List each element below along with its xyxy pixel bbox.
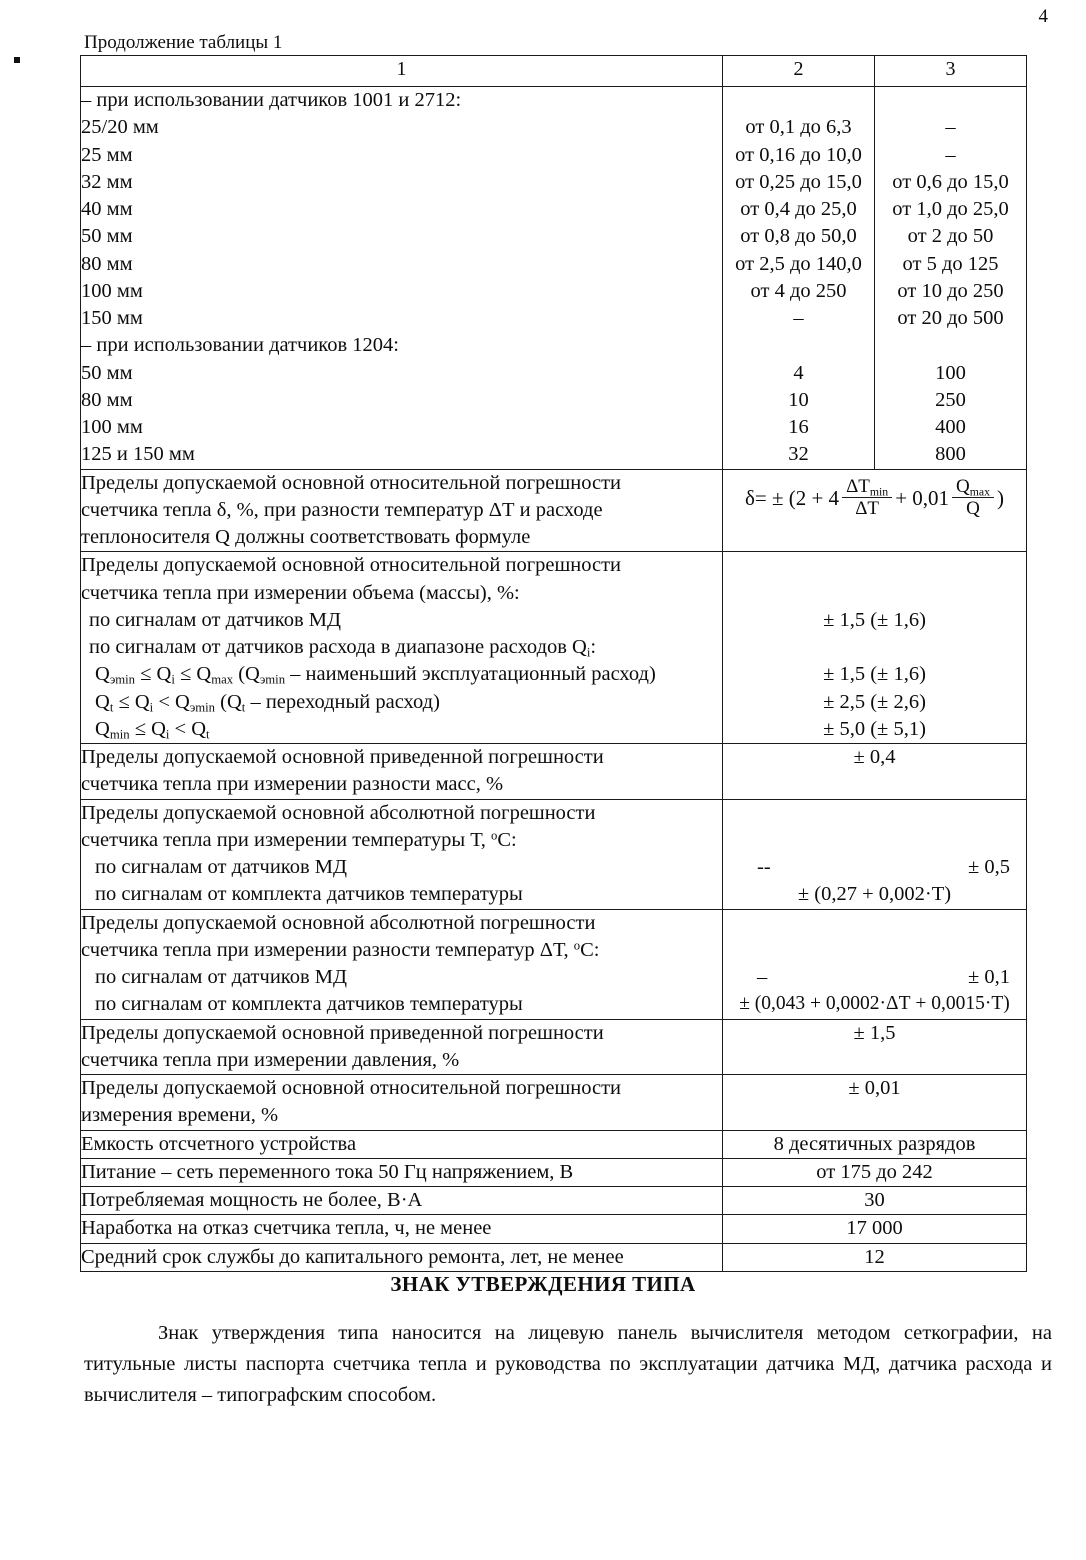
row-value: от 175 до 242 [723, 1158, 1027, 1186]
table-row-time-error [81, 1075, 1027, 1131]
table-header-row [81, 56, 1027, 87]
sensor-size-value3-line: от 2 до 50 [907, 225, 994, 248]
sensor-size-label-line: – при использовании датчиков 1001 и 2712: [81, 89, 462, 111]
sensor-size-value3-line: – [945, 143, 956, 166]
column-header-3: 3 [875, 56, 1027, 87]
temperature-kit-value: ± (0,27 + 0,002·Т) [797, 883, 952, 906]
temperature-md-right: ± 0,5 [967, 856, 1010, 878]
pressure-label-line: Пределы допускаемой основной приведенной погрешности [81, 1021, 604, 1044]
temp-diff-label-line: по сигналам от комплекта датчиков температуры [95, 993, 523, 1016]
time-row-label [81, 1075, 723, 1131]
table-row [81, 1158, 1027, 1186]
sensor-size-value2-line: 16 [788, 416, 809, 438]
table-row [81, 1215, 1027, 1243]
column-header-2: 2 [723, 56, 875, 87]
formula-label-line: Пределы допускаемой основной относительной погрешности [81, 471, 621, 494]
sensor-size-value2-line: от 4 до 250 [750, 279, 847, 302]
sensor-size-value3-line: 400 [935, 416, 966, 438]
row-value: 17 000 [723, 1215, 1027, 1243]
volume-label-line: $Q_{min} \le Q_i < Q_t$ [95, 717, 210, 742]
sensor-size-label-line: 80 мм [81, 388, 133, 411]
page-number: 4 [1038, 6, 1048, 27]
table-row-volume-error [81, 552, 1027, 744]
volume-label-line: по сигналам от датчиков расхода в диапазоне расходов $Q_i$: [89, 636, 597, 660]
formula-frac2-num-sub: max [969, 484, 991, 498]
volume-value-line: ± 5,0 (± 5,1) [823, 717, 926, 740]
table-row [81, 1187, 1027, 1215]
volume-label-line: по сигналам от датчиков МД [89, 608, 341, 631]
volume-row-value [723, 552, 1027, 744]
temperature-label-line: по сигналам от комплекта датчиков температуры [95, 883, 523, 906]
row-value: 12 [723, 1243, 1027, 1271]
formula-tail: ) [997, 485, 1005, 510]
sensor-size-label-line: 125 и 150 мм [81, 443, 195, 466]
sensor-size-value2-line: от 0,16 до 10,0 [735, 143, 862, 166]
margin-mark [14, 57, 20, 63]
sensor-size-value3-line: от 10 до 250 [897, 279, 1004, 302]
volume-label-line: Пределы допускаемой основной относительной погрешности [81, 554, 621, 577]
temp-diff-label-line: Пределы допускаемой основной абсолютной погрешности [81, 911, 596, 934]
sensor-size-value3-line: – [945, 116, 956, 139]
formula-fraction-delta-t [842, 477, 892, 518]
sensor-size-value2-line: – [793, 307, 804, 329]
pressure-label-line: счетчика тепла при измерении давления, % [81, 1048, 460, 1071]
formula-row-value [723, 469, 1027, 552]
pressure-row-value: ± 1,5 [723, 1019, 1027, 1075]
sensor-size-label-line: – при использовании датчиков 1204: [81, 334, 399, 357]
table-row-temperature-difference-error [81, 909, 1027, 1019]
sensor-size-value2-line: 32 [788, 443, 809, 466]
time-label-line: Пределы допускаемой основной относительной погрешности [81, 1077, 621, 1099]
temp-diff-kit-value: ± (0,043 + 0,0002·ΔТ + 0,0015·Т) [739, 993, 1010, 1015]
time-row-value: ± 0,01 [723, 1075, 1027, 1131]
sensor-size-value3-line: от 5 до 125 [902, 252, 999, 275]
temperature-row-value [723, 799, 1027, 909]
row-label: Средний срок службы до капитального ремонта, лет, не менее [81, 1243, 723, 1271]
sensor-size-label-line: 25 мм [81, 143, 133, 166]
row-value: 8 десятичных разрядов [723, 1130, 1027, 1158]
specifications-table [80, 55, 1027, 1272]
pressure-row-label [81, 1019, 723, 1075]
temp-diff-label-line: счетчика тепла при измерении разности температур ΔТ, $^o$С: [81, 938, 600, 961]
temperature-label-line: Пределы допускаемой основной абсолютной погрешности [81, 801, 596, 824]
formula-mid: + 0,01 [895, 485, 950, 510]
sensor-size-value2-line: от 0,4 до 25,0 [740, 198, 857, 220]
table-row-relative-error-formula [81, 469, 1027, 552]
sensor-size-label-line: 150 мм [81, 307, 143, 329]
sensor-size-value3-line: 800 [935, 443, 966, 466]
volume-row-label [81, 552, 723, 744]
volume-label-line: счетчика тепла при измерении объема (массы), %: [81, 581, 520, 604]
mass-diff-row-label [81, 744, 723, 800]
table-row [81, 1130, 1027, 1158]
sensor-sizes-col2 [723, 87, 875, 470]
sensor-size-label-line: 40 мм [81, 198, 133, 220]
sensor-size-value3-line: от 0,6 до 15,0 [892, 170, 1009, 193]
sensor-size-label-line: 100 мм [81, 279, 143, 302]
temp-diff-md-left: – [757, 966, 768, 988]
volume-value-line: ± 1,5 (± 1,6) [823, 663, 926, 686]
section-title: ЗНАК УТВЕРЖДЕНИЯ ТИПА [390, 1272, 696, 1296]
formula-lead: δ= ± (2 + 4 [744, 485, 840, 510]
sensor-size-label-line: 50 мм [81, 225, 133, 248]
sensor-size-label-line: 32 мм [81, 170, 133, 193]
volume-value-line: ± 1,5 (± 1,6) [823, 608, 926, 631]
temp-diff-row-value [723, 909, 1027, 1019]
sensor-size-value2-line: от 0,25 до 15,0 [735, 170, 862, 193]
column-header-1: 1 [81, 56, 723, 87]
formula-fraction-q [952, 477, 994, 518]
sensor-size-value2-line: от 0,8 до 50,0 [740, 225, 857, 248]
sensor-size-value2-line: 10 [788, 388, 809, 411]
table-row [81, 1243, 1027, 1271]
sensor-size-value3-line: 250 [935, 388, 966, 411]
formula-frac2-num: Q [956, 475, 970, 497]
sensor-size-label-line: 80 мм [81, 252, 133, 275]
volume-label-line: $Q_{эmin} \le Q_i \le Q_{max}$ ($Q_{эmin}$ – наименьший эксплуатационный расход) [95, 663, 656, 687]
formula-frac1-num-sub: min [869, 484, 889, 498]
formula-frac2-den: Q [966, 497, 980, 519]
volume-value-line: ± 2,5 (± 2,6) [823, 690, 926, 713]
section-paragraph: Знак утверждения типа наносится на лицевую панель вычислителя методом сеткографии, на титульные листы паспорта счетчика тепла и руководства по эксплуатации датчика МД, датчика расхода и вычислителя – типографским способом. [84, 1322, 1052, 1407]
row-label: Емкость отсчетного устройства [81, 1130, 723, 1158]
temperature-md-left: -- [757, 856, 771, 878]
sensor-size-value3-line: от 1,0 до 25,0 [892, 198, 1009, 220]
formula-frac1-num: ΔT [846, 475, 870, 497]
row-value: 30 [723, 1187, 1027, 1215]
sensor-size-value2-line: 4 [793, 361, 804, 384]
sensor-size-value3-line: 100 [935, 361, 966, 384]
sensor-size-label-line: 100 мм [81, 416, 143, 438]
sensor-size-label-line: 25/20 мм [81, 116, 159, 139]
table-caption: Продолжение таблицы 1 [84, 32, 283, 53]
row-label: Наработка на отказ счетчика тепла, ч, не менее [81, 1215, 723, 1243]
sensor-sizes-col3 [875, 87, 1027, 470]
mass-diff-label-line: счетчика тепла при измерении разности масс, % [81, 773, 504, 796]
sensor-size-label-line: 50 мм [81, 361, 133, 384]
sensor-sizes-labels [81, 87, 723, 470]
sensor-size-value2-line: от 0,1 до 6,3 [745, 116, 852, 139]
relative-error-formula [745, 470, 1004, 525]
mass-diff-label-line: Пределы допускаемой основной приведенной погрешности [81, 746, 604, 768]
sensor-size-value3-line: от 20 до 500 [897, 307, 1004, 329]
temperature-label-line: счетчика тепла при измерении температуры Т, $^o$С: [81, 828, 517, 851]
formula-label-line: теплоносителя Q должны соответствовать формуле [81, 526, 531, 548]
table-row-temperature-error [81, 799, 1027, 909]
mass-diff-row-value: ± 0,4 [723, 744, 1027, 800]
time-label-line: измерения времени, % [81, 1104, 279, 1127]
volume-label-line: $Q_t \le Q_i < Q_{эmin}$ ($Q_t$ – переходный расход) [95, 690, 440, 715]
temperature-label-line: по сигналам от датчиков МД [95, 856, 347, 878]
temp-diff-label-line: по сигналам от датчиков МД [95, 966, 347, 988]
temp-diff-row-label [81, 909, 723, 1019]
formula-label-line: счетчика тепла δ, %, при разности температур ΔТ и расходе [81, 498, 603, 521]
table-row-sensor-sizes [81, 87, 1027, 470]
formula-row-label [81, 469, 723, 552]
row-label: Потребляемая мощность не более, В·А [81, 1187, 723, 1215]
temp-diff-md-right: ± 0,1 [967, 966, 1010, 988]
temperature-row-label [81, 799, 723, 909]
row-label: Питание – сеть переменного тока 50 Гц напряжением, В [81, 1158, 723, 1186]
formula-frac1-den: ΔT [855, 497, 880, 519]
table-row-pressure-error [81, 1019, 1027, 1075]
table-row-mass-difference-error [81, 744, 1027, 800]
sensor-size-value2-line: от 2,5 до 140,0 [735, 252, 862, 275]
